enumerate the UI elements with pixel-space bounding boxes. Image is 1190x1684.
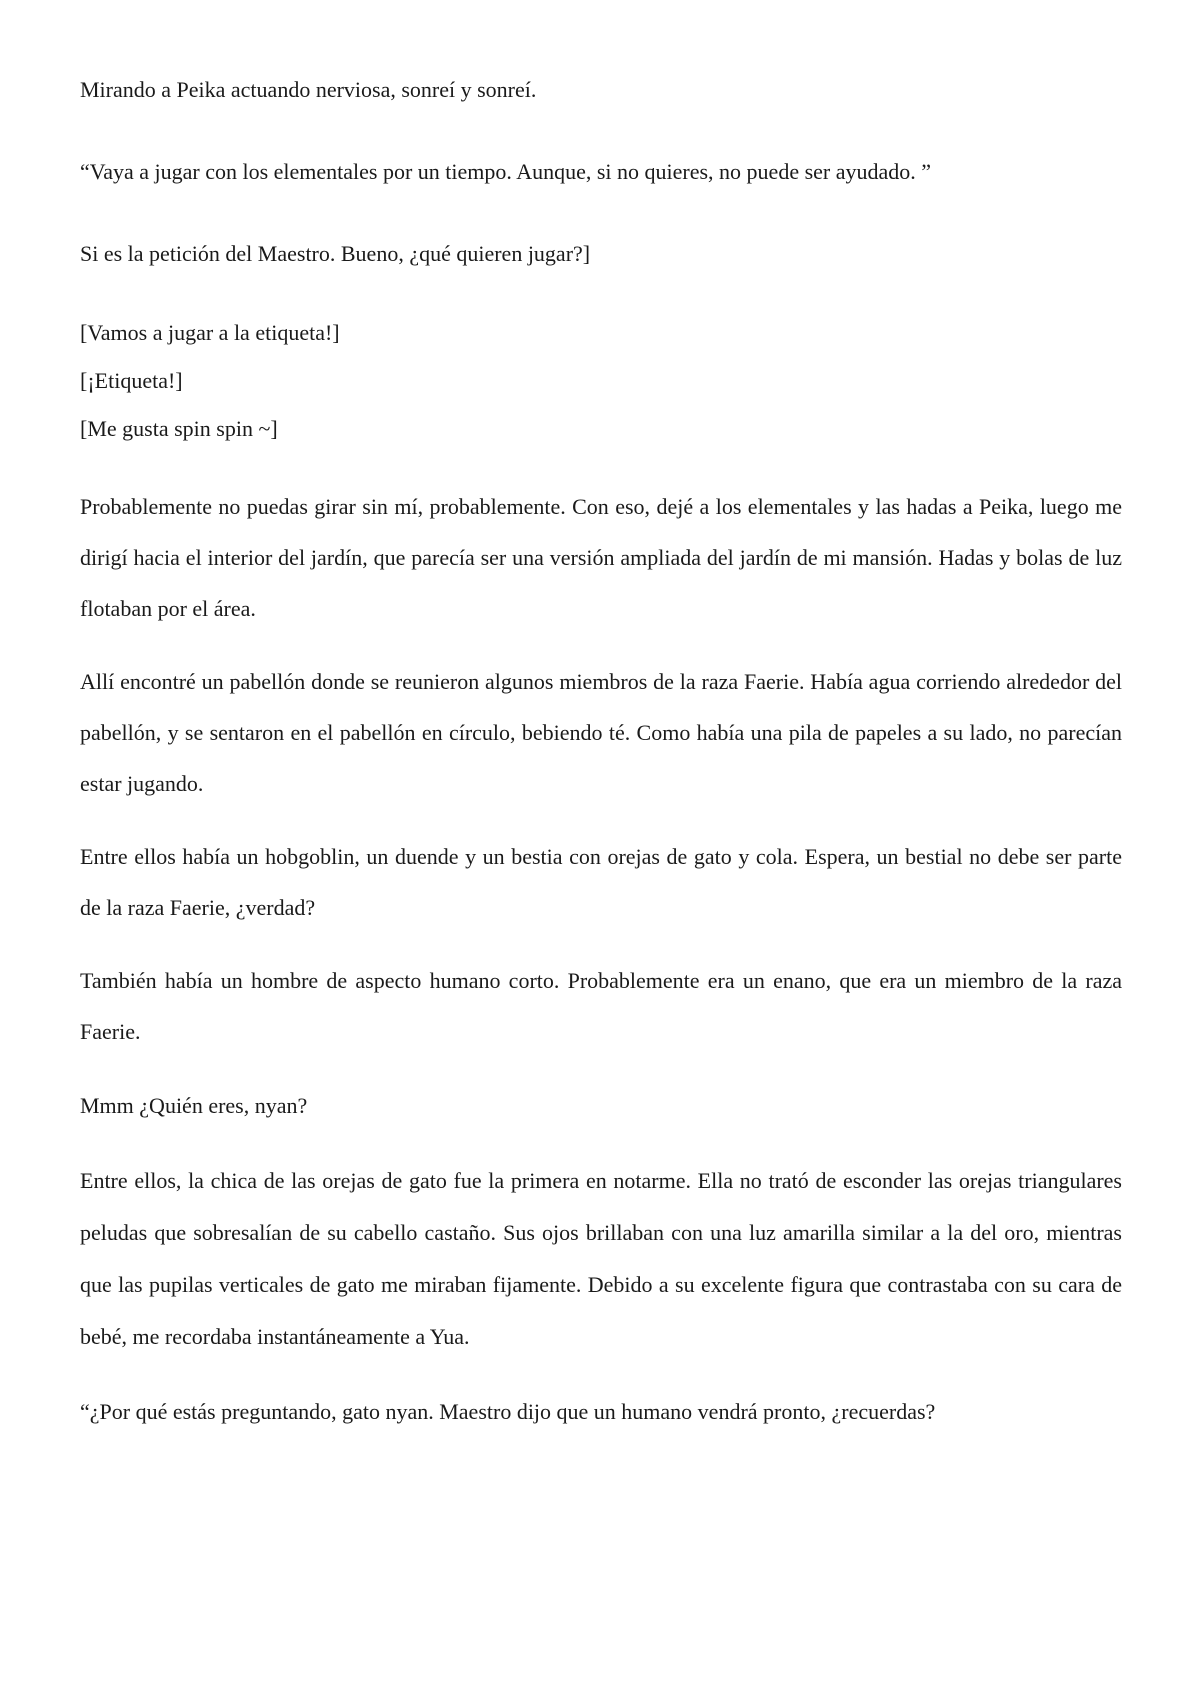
paragraph-10: “¿Por qué estás preguntando, gato nyan. Maestro dijo que un humano vendrá pronto, ¿recuerdas? [80, 1399, 936, 1424]
dialogue-line-1: [Vamos a jugar a la etiqueta!] [80, 320, 340, 345]
paragraph-4: Probablemente no puedas girar sin mí, probablemente. Con eso, dejé a los elementales y las hadas a Peika, luego me dirigí hacia el interior del jardín, que parecía ser una versión ampliada del jardín de mi mansión. Hadas y bolas de luz flotaban por el área. [80, 494, 1122, 621]
paragraph-9: Entre ellos, la chica de las orejas de gato fue la primera en notarme. Ella no trató de esconder las orejas triangulares peludas que sobresalían de su cabello castaño. Sus ojos brillaban con una luz amarilla similar a la del oro, mientras que las pupilas verticales de gato me miraban fijamente. Debido a su excelente figura que contrastaba con su cara de bebé, me recordaba instantáneamente a Yua. [80, 1168, 1122, 1349]
dialogue-line-3: [Me gusta spin spin ~] [80, 416, 278, 441]
paragraph-2: “Vaya a jugar con los elementales por un tiempo. Aunque, si no quieres, no puede ser ayudado. ” [80, 159, 932, 184]
paragraph-6: Entre ellos había un hobgoblin, un duende y un bestia con orejas de gato y cola. Espera, un bestial no debe ser parte de la raza Faerie, ¿verdad? [80, 844, 1122, 920]
paragraph-7: También había un hombre de aspecto humano corto. Probablemente era un enano, que era un miembro de la raza Faerie. [80, 968, 1122, 1044]
document-body [80, 63, 1122, 1439]
paragraph-3: Si es la petición del Maestro. Bueno, ¿qué quieren jugar?] [80, 241, 591, 266]
paragraph-8: Mmm ¿Quién eres, nyan? [80, 1093, 308, 1118]
dialogue-line-2: [¡Etiqueta!] [80, 368, 183, 393]
paragraph-5: Allí encontré un pabellón donde se reunieron algunos miembros de la raza Faerie. Había agua corriendo alrededor del pabellón, y se sentaron en el pabellón en círculo, bebiendo té. Como había una pila de papeles a su lado, no parecían estar jugando. [80, 669, 1122, 796]
paragraph-1: Mirando a Peika actuando nerviosa, sonreí y sonreí. [80, 77, 537, 102]
